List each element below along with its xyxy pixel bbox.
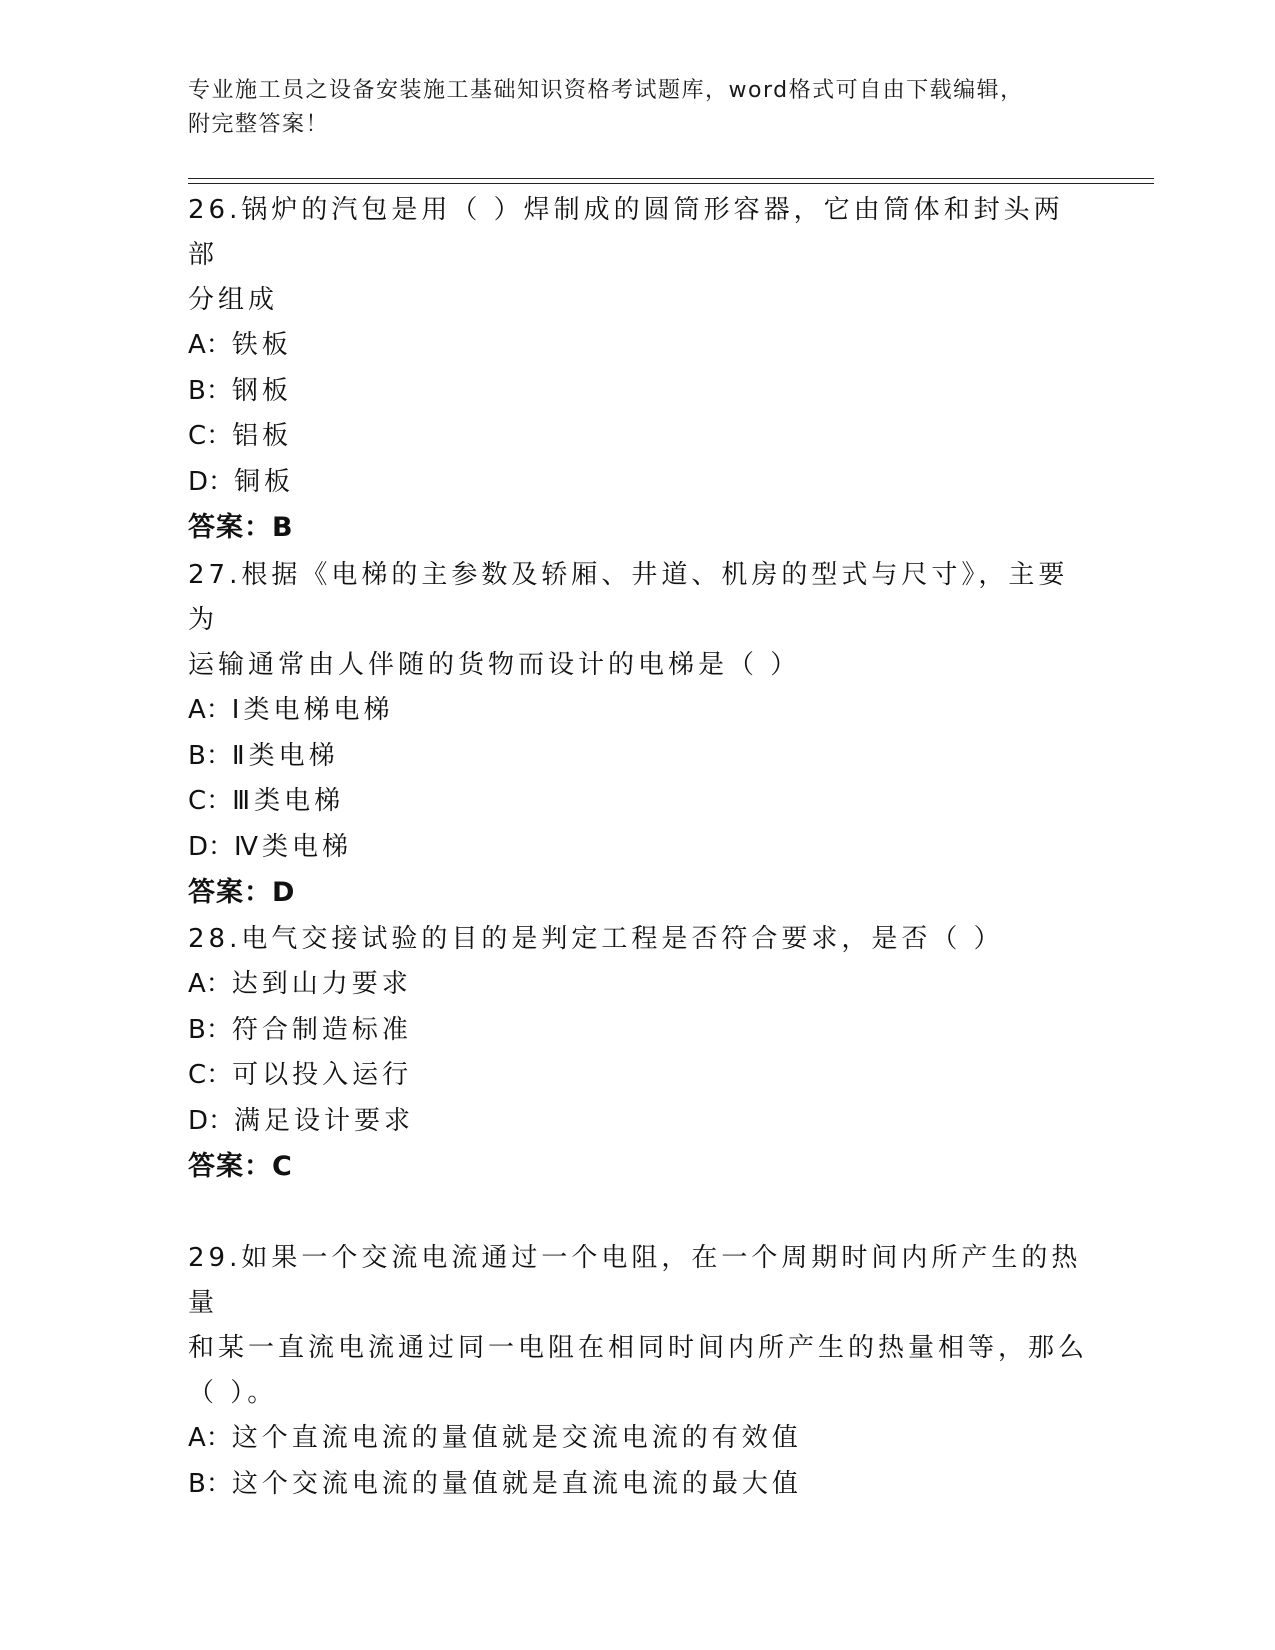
option-text: Ⅰ类电梯电梯	[231, 695, 394, 725]
header-rule-bottom	[188, 183, 1154, 184]
option-text: 这个直流电流的量值就是交流电流的有效值	[231, 1423, 802, 1453]
option-text: Ⅲ类电梯	[232, 786, 345, 816]
option-text: 这个交流电流的量值就是直流电流的最大值	[231, 1468, 802, 1499]
question-text-line-1: 根据《电梯的主参数及轿厢、井道、机房的型式与尺寸》，主要为	[188, 560, 1069, 635]
option-key: C：	[188, 421, 233, 451]
question-text-line-2: 运输通常由人伴随的货物而设计的电梯是（ ）	[188, 650, 801, 680]
option-key: C：	[188, 786, 233, 816]
option-text: 可以投入运行	[232, 1060, 413, 1090]
header-line-1: 专业施工员之设备安装施工基础知识资格考试题库，word格式可自由下载编辑，	[188, 78, 1024, 103]
option-b	[188, 1008, 1088, 1054]
option-d	[188, 1099, 1088, 1145]
question-26	[188, 188, 1088, 550]
option-key: A：	[188, 695, 232, 725]
option-text: Ⅳ类电梯	[234, 831, 353, 862]
option-key: D：	[188, 1105, 235, 1136]
question-text	[188, 188, 1088, 278]
question-text-line-3: （ ）。	[188, 1378, 278, 1408]
option-d	[188, 825, 1088, 871]
option-c	[188, 414, 1088, 460]
option-text: 达到山力要求	[231, 969, 412, 999]
option-c	[188, 1053, 1088, 1099]
option-key: B：	[188, 740, 232, 771]
question-text-line-1: 锅炉的汽包是用（ ）焊制成的圆筒形容器，它由筒体和封头两部	[188, 195, 1064, 270]
question-text-line-1: 电气交接试验的目的是判定工程是否符合要求，是否（ ）	[241, 924, 1004, 954]
option-key: D：	[188, 831, 235, 862]
option-key: B：	[188, 1014, 232, 1045]
question-text	[188, 917, 1088, 962]
option-a	[188, 688, 1088, 734]
question-29	[188, 1236, 1088, 1507]
option-b	[188, 1462, 1088, 1508]
page-header	[188, 74, 1088, 142]
option-b	[188, 734, 1088, 780]
answer: 答案：D	[188, 877, 296, 908]
option-key: B：	[188, 375, 232, 406]
option-text: 钢板	[231, 375, 292, 406]
option-text: 符合制造标准	[231, 1014, 412, 1045]
question-number: 26.	[188, 195, 242, 225]
option-text: 铁板	[231, 330, 292, 360]
option-key: C：	[188, 1060, 233, 1090]
option-key: B：	[188, 1468, 232, 1499]
option-key: A：	[188, 1423, 232, 1453]
question-text	[188, 553, 1088, 643]
question-number: 27.	[188, 560, 242, 590]
header-rule-top	[188, 178, 1154, 179]
question-number: 28.	[188, 924, 242, 954]
option-a	[188, 323, 1088, 369]
option-a	[188, 962, 1088, 1008]
option-b	[188, 369, 1088, 415]
answer: 答案：B	[188, 512, 294, 543]
option-key: A：	[188, 969, 232, 999]
option-d	[188, 460, 1088, 506]
question-28	[188, 917, 1088, 1189]
question-27	[188, 553, 1088, 915]
answer: 答案：C	[188, 1151, 293, 1182]
option-text: 铜板	[234, 466, 295, 497]
option-c	[188, 779, 1088, 825]
option-key: A：	[188, 330, 232, 360]
option-text: Ⅱ类电梯	[231, 740, 339, 771]
option-text: 满足设计要求	[234, 1105, 415, 1136]
question-text-line-2: 分组成	[188, 285, 279, 315]
header-line-2: 附完整答案！	[188, 112, 330, 137]
question-text-line-1: 如果一个交流电流通过一个电阻，在一个周期时间内所产生的热量	[188, 1243, 1082, 1318]
question-text	[188, 1236, 1088, 1326]
option-key: D：	[188, 466, 235, 497]
option-a	[188, 1416, 1088, 1462]
question-number: 29.	[188, 1243, 242, 1273]
question-text-line-2: 和某一直流电流通过同一电阻在相同时间内所产生的热量相等，那么	[188, 1333, 1089, 1363]
option-text: 铝板	[232, 421, 293, 451]
